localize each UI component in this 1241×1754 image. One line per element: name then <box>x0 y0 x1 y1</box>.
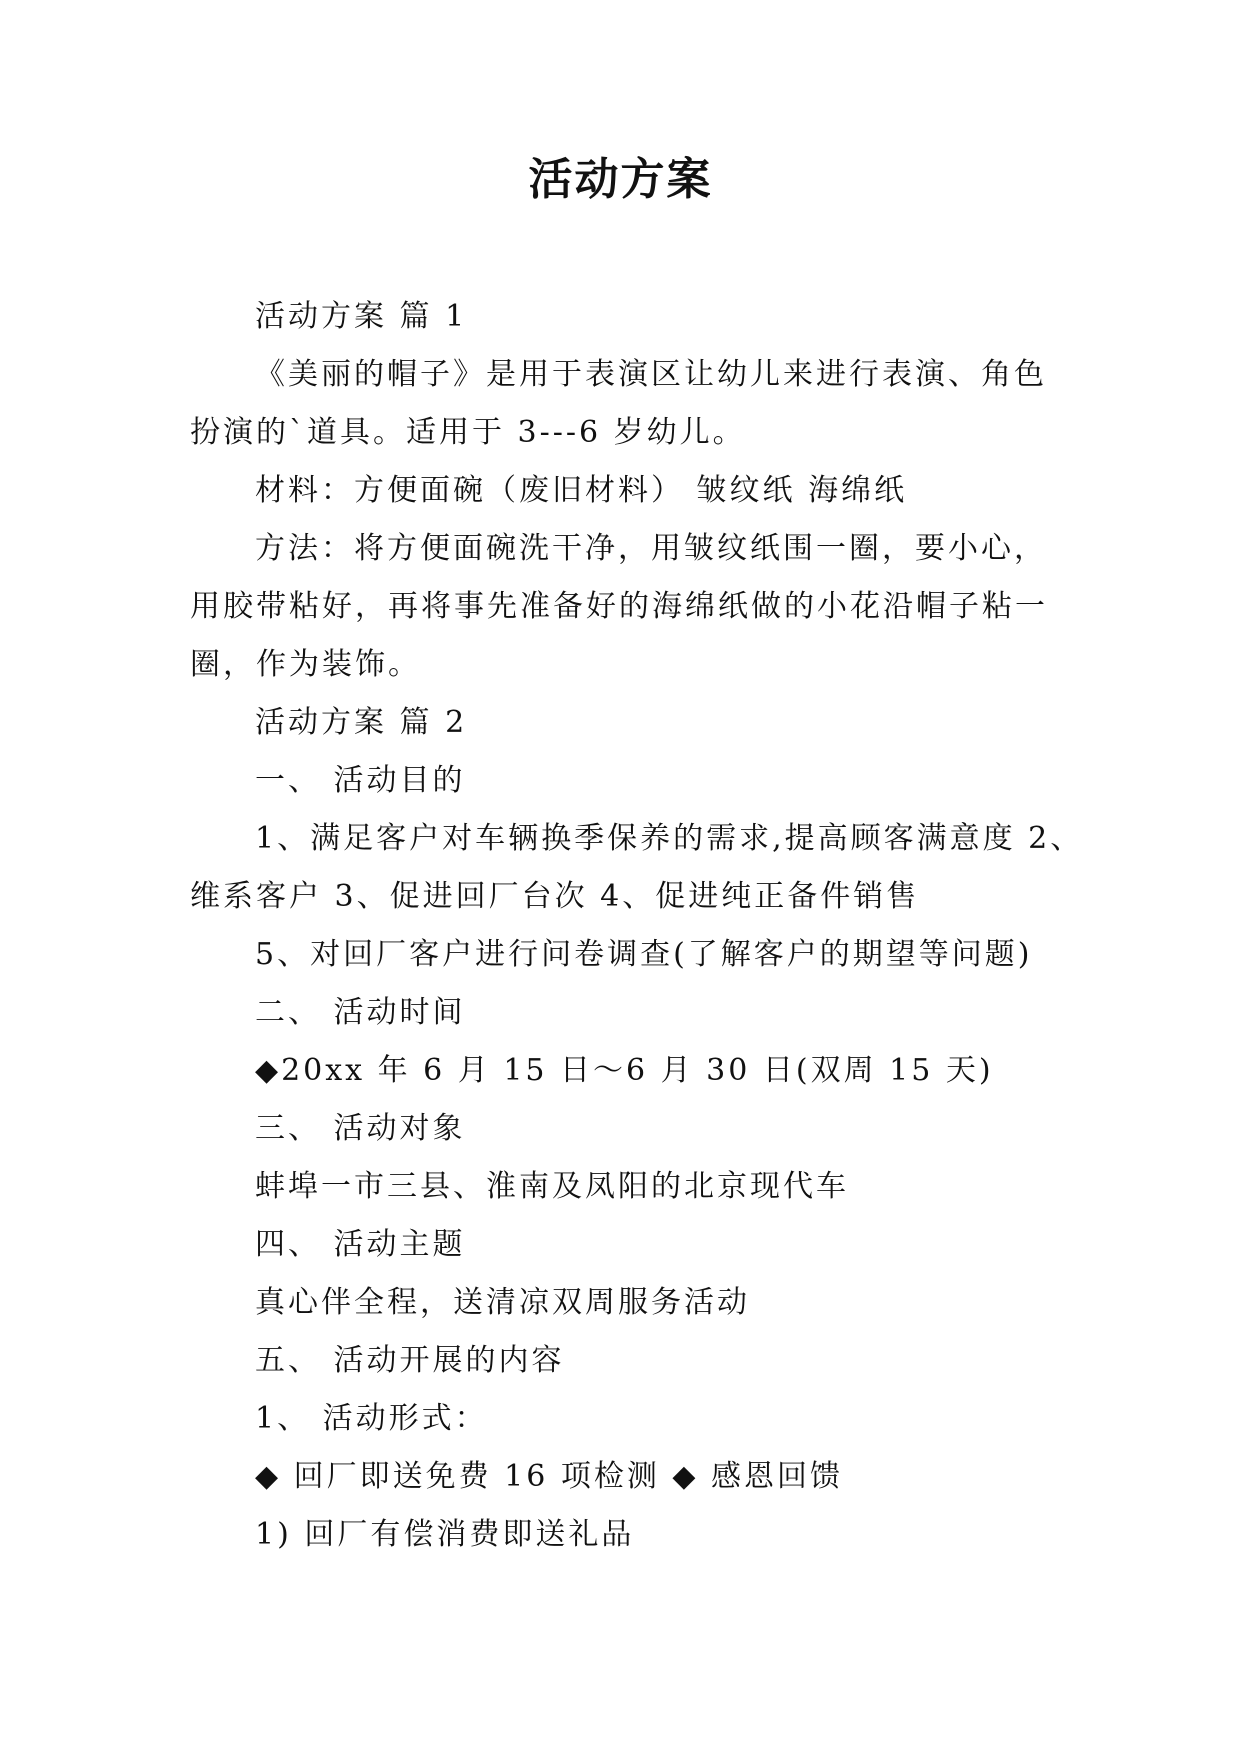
section-heading-1: 活动方案 篇 1 <box>255 299 468 334</box>
paragraph-line: 扮演的`道具。适用于 3---6 岁幼儿。 <box>190 415 746 450</box>
paragraph-line: 蚌埠一市三县、淮南及凤阳的北京现代车 <box>255 1169 849 1204</box>
paragraph-line: 1、满足客户对车辆换季保养的需求,提高顾客满意度 2、 <box>255 821 1084 856</box>
paragraph-line: 5、对回厂客户进行问卷调查(了解客户的期望等问题) <box>255 937 1033 972</box>
subheading: 三、 活动对象 <box>255 1111 466 1146</box>
paragraph-line: 《美丽的帽子》是用于表演区让幼儿来进行表演、角色 <box>255 357 1047 392</box>
subheading: 四、 活动主题 <box>255 1227 466 1262</box>
paragraph-line: ◆ 回厂即送免费 16 项检测 ◆ 感恩回馈 <box>255 1459 843 1494</box>
subheading: 五、 活动开展的内容 <box>255 1343 565 1378</box>
paragraph-line: ◆20xx 年 6 月 15 日～6 月 30 日(双周 15 天) <box>255 1053 994 1088</box>
paragraph-line: 维系客户 3、促进回厂台次 4、促进纯正备件销售 <box>190 879 920 914</box>
document-body <box>190 288 1084 1564</box>
paragraph-line: 材料：方便面碗（废旧材料） 皱纹纸 海绵纸 <box>255 473 908 508</box>
paragraph-line: 1、 活动形式： <box>255 1401 488 1436</box>
paragraph-line: 1) 回厂有偿消费即送礼品 <box>255 1517 635 1552</box>
paragraph-line: 方法：将方便面碗洗干净，用皱纹纸围一圈，要小心， <box>255 531 1047 566</box>
paragraph-line: 真心伴全程，送清凉双周服务活动 <box>255 1285 750 1320</box>
page-title: 活动方案 <box>528 154 713 205</box>
subheading: 二、 活动时间 <box>255 995 466 1030</box>
section-heading-2: 活动方案 篇 2 <box>255 705 468 740</box>
subheading: 一、 活动目的 <box>255 763 466 798</box>
paragraph-line: 用胶带粘好，再将事先准备好的海绵纸做的小花沿帽子粘一 <box>190 589 1048 624</box>
paragraph-line: 圈，作为装饰。 <box>190 647 421 682</box>
